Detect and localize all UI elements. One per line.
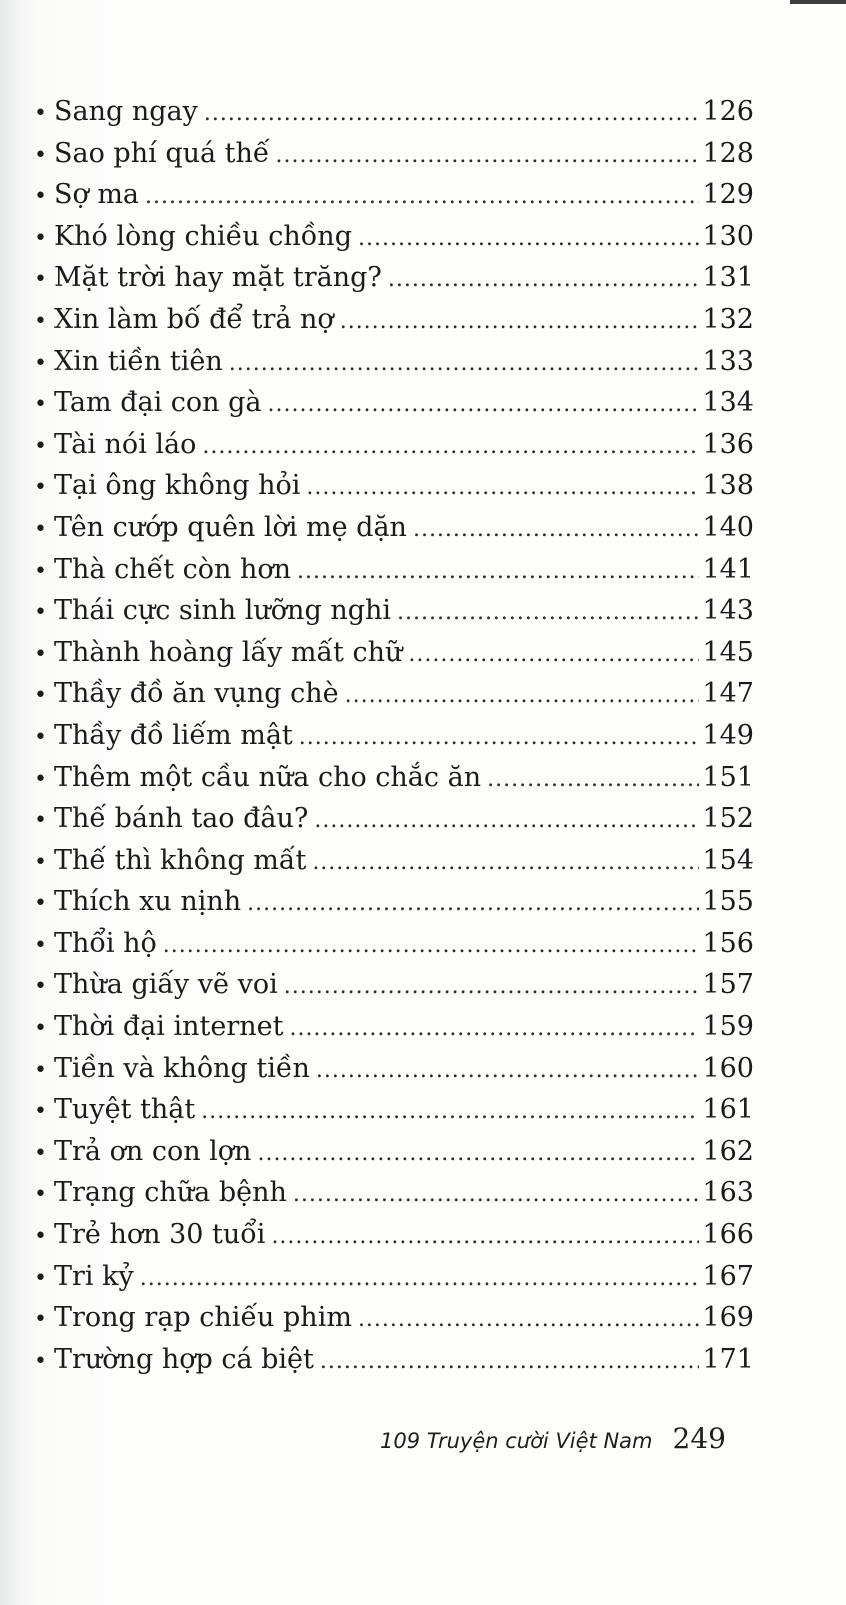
bullet-icon: • bbox=[34, 1307, 47, 1333]
bullet-icon: • bbox=[34, 1182, 47, 1208]
bullet-icon: • bbox=[34, 392, 47, 418]
dot-leader bbox=[229, 351, 700, 376]
toc-entry bbox=[34, 346, 754, 388]
bullet-icon: • bbox=[34, 475, 47, 501]
toc-entry-title: Trả ơn con lợn bbox=[54, 1135, 252, 1167]
toc-entry-title: Thầy đồ ăn vụng chè bbox=[54, 678, 339, 710]
dot-leader bbox=[487, 767, 699, 792]
toc-entry-page: 151 bbox=[702, 761, 754, 793]
dot-leader bbox=[271, 1224, 699, 1249]
dot-leader bbox=[299, 725, 700, 750]
toc-entry bbox=[34, 179, 754, 221]
toc-entry-page: 134 bbox=[702, 387, 754, 419]
bullet-icon: • bbox=[34, 101, 47, 126]
dot-leader bbox=[163, 933, 700, 958]
toc-entry-page: 126 bbox=[702, 96, 754, 127]
bullet-icon: • bbox=[34, 558, 47, 584]
toc-entry bbox=[34, 304, 754, 346]
bullet-icon: • bbox=[34, 1140, 47, 1166]
toc-entry-page: 155 bbox=[702, 886, 754, 918]
toc-entry-title: Trường hợp cá biệt bbox=[54, 1343, 314, 1375]
dot-leader bbox=[284, 974, 700, 999]
toc-entry-page: 132 bbox=[702, 303, 754, 335]
toc-entry-page: 154 bbox=[702, 844, 754, 876]
toc-entry-title: Khó lòng chiều chồng bbox=[54, 220, 352, 252]
toc-entry-page: 130 bbox=[702, 220, 754, 252]
dot-leader bbox=[314, 808, 699, 833]
book-title: 109 Truyện cười Việt Nam bbox=[380, 1429, 653, 1453]
toc-entry bbox=[34, 221, 754, 263]
dot-leader bbox=[202, 434, 699, 459]
toc-entry-title: Tuyệt thật bbox=[54, 1094, 196, 1126]
toc-entry-title: Tri kỷ bbox=[54, 1260, 134, 1292]
page-edge-shadow bbox=[790, 0, 846, 4]
bullet-icon: • bbox=[34, 350, 47, 376]
toc-entry bbox=[34, 96, 754, 138]
toc-entry-title: Thích xu nịnh bbox=[54, 886, 242, 918]
dot-leader bbox=[345, 683, 700, 708]
toc-entry-page: 136 bbox=[702, 428, 754, 460]
toc-entry-title: Trạng chữa bệnh bbox=[54, 1177, 287, 1209]
toc-entry-title: Tên cướp quên lời mẹ dặn bbox=[54, 511, 407, 543]
toc-entry-page: 128 bbox=[702, 137, 754, 169]
dot-leader bbox=[340, 309, 700, 334]
bullet-icon: • bbox=[34, 1016, 47, 1042]
toc-entry bbox=[34, 595, 754, 637]
toc-entry-page: 145 bbox=[702, 636, 754, 668]
toc-entry-page: 163 bbox=[702, 1177, 754, 1209]
dot-leader bbox=[358, 1307, 700, 1332]
bullet-icon: • bbox=[34, 849, 47, 875]
toc-entry-title: Thế bánh tao đâu? bbox=[54, 803, 309, 835]
toc-entry bbox=[34, 1261, 754, 1303]
toc-entry-title: Thêm một cầu nữa cho chắc ăn bbox=[54, 761, 482, 793]
toc-entry-title: Thành hoàng lấy mất chữ bbox=[54, 636, 403, 668]
toc-entry-title: Tại ông không hỏi bbox=[54, 470, 301, 502]
toc-entry bbox=[34, 928, 754, 970]
toc-entry-page: 140 bbox=[702, 511, 754, 543]
toc-entry bbox=[34, 1177, 754, 1219]
bullet-icon: • bbox=[34, 142, 47, 168]
toc-entry-page: 143 bbox=[702, 595, 754, 627]
toc-entry-page: 160 bbox=[702, 1052, 754, 1084]
dot-leader bbox=[316, 1058, 700, 1083]
toc-entry-page: 152 bbox=[702, 803, 754, 835]
toc-entry-title: Tài nói láo bbox=[54, 428, 197, 460]
bullet-icon: • bbox=[34, 808, 47, 834]
toc-entry-page: 147 bbox=[702, 678, 754, 710]
toc-entry-title: Trong rạp chiếu phim bbox=[54, 1302, 352, 1334]
toc-entry-title: Thầy đồ liếm mật bbox=[54, 719, 293, 751]
dot-leader bbox=[388, 267, 700, 292]
bullet-icon: • bbox=[34, 308, 47, 334]
toc-entry-title: Thời đại internet bbox=[54, 1011, 284, 1043]
bullet-icon: • bbox=[34, 1099, 47, 1125]
bullet-icon: • bbox=[34, 516, 47, 542]
toc-entry-page: 167 bbox=[702, 1260, 754, 1292]
toc-entry-page: 133 bbox=[702, 345, 754, 377]
bullet-icon: • bbox=[34, 974, 47, 1000]
toc-entry-title: Thừa giấy vẽ voi bbox=[54, 969, 278, 1001]
toc-entry-page: 141 bbox=[702, 553, 754, 585]
toc-entry-page: 157 bbox=[702, 969, 754, 1001]
dot-leader bbox=[320, 1349, 700, 1374]
toc-entry bbox=[34, 803, 754, 845]
dot-leader bbox=[140, 1266, 700, 1291]
toc-entry bbox=[34, 387, 754, 429]
toc-entry bbox=[34, 470, 754, 512]
dot-leader bbox=[293, 1182, 700, 1207]
toc-entry bbox=[34, 720, 754, 762]
toc-entry-title: Tiền và không tiền bbox=[54, 1052, 310, 1084]
toc-entry bbox=[34, 845, 754, 887]
toc-entry-page: 171 bbox=[702, 1343, 754, 1375]
bullet-icon: • bbox=[34, 433, 47, 459]
toc-entry bbox=[34, 429, 754, 471]
toc-entry bbox=[34, 762, 754, 804]
dot-leader bbox=[358, 226, 699, 251]
toc-entry-page: 138 bbox=[702, 470, 754, 502]
bullet-icon: • bbox=[34, 683, 47, 709]
toc-entry bbox=[34, 1344, 754, 1386]
dot-leader bbox=[276, 143, 700, 168]
toc-entry-page: 162 bbox=[702, 1135, 754, 1167]
toc-entry bbox=[34, 512, 754, 554]
dot-leader bbox=[312, 850, 699, 875]
toc-entry-title: Xin tiền tiên bbox=[54, 345, 223, 377]
bullet-icon: • bbox=[34, 225, 47, 251]
toc-entry-title: Sợ ma bbox=[54, 179, 140, 211]
dot-leader bbox=[145, 184, 699, 209]
dot-leader bbox=[268, 392, 700, 417]
toc-entry-title: Thế thì không mất bbox=[54, 844, 307, 876]
bullet-icon: • bbox=[34, 600, 47, 626]
dot-leader bbox=[408, 642, 699, 667]
bullet-icon: • bbox=[34, 1348, 47, 1374]
toc-entry bbox=[34, 1094, 754, 1136]
toc-entry-title: Sao phí quá thế bbox=[54, 137, 270, 169]
toc-entry bbox=[34, 554, 754, 596]
toc-entry bbox=[34, 637, 754, 679]
toc-entry bbox=[34, 1011, 754, 1053]
bullet-icon: • bbox=[34, 932, 47, 958]
toc-entry-page: 129 bbox=[702, 179, 754, 211]
toc-entry-title: Tam đại con gà bbox=[54, 387, 262, 419]
toc-entry-page: 161 bbox=[702, 1094, 754, 1126]
dot-leader bbox=[306, 475, 699, 500]
bullet-icon: • bbox=[34, 1265, 47, 1291]
toc-entry-page: 131 bbox=[702, 262, 754, 294]
bullet-icon: • bbox=[34, 1224, 47, 1250]
toc-entry bbox=[34, 969, 754, 1011]
dot-leader bbox=[247, 891, 699, 916]
bullet-icon: • bbox=[34, 1057, 47, 1083]
toc-entry-page: 156 bbox=[702, 927, 754, 959]
dot-leader bbox=[201, 1099, 699, 1124]
toc-entry-title: Thà chết còn hơn bbox=[54, 553, 292, 585]
page-number: 249 bbox=[672, 1422, 726, 1455]
bullet-icon: • bbox=[34, 641, 47, 667]
bullet-icon: • bbox=[34, 267, 47, 293]
toc-entry-page: 149 bbox=[702, 719, 754, 751]
dot-leader bbox=[297, 559, 699, 584]
toc-entry-title: Thái cực sinh lưỡng nghi bbox=[54, 595, 392, 627]
toc-entry-page: 169 bbox=[702, 1302, 754, 1334]
dot-leader bbox=[289, 1016, 699, 1041]
page-footer bbox=[380, 1422, 740, 1466]
bullet-icon: • bbox=[34, 766, 47, 792]
toc-entry bbox=[34, 886, 754, 928]
bullet-icon: • bbox=[34, 724, 47, 750]
dot-leader bbox=[204, 101, 700, 126]
bullet-icon: • bbox=[34, 184, 47, 210]
toc-entry-title: Thổi hộ bbox=[54, 927, 157, 959]
toc-entry bbox=[34, 1053, 754, 1095]
dot-leader bbox=[413, 517, 700, 542]
toc-entry-page: 159 bbox=[702, 1011, 754, 1043]
dot-leader bbox=[397, 600, 699, 625]
table-of-contents bbox=[34, 96, 754, 1385]
toc-entry bbox=[34, 678, 754, 720]
toc-entry-page: 166 bbox=[702, 1219, 754, 1251]
toc-entry bbox=[34, 1219, 754, 1261]
toc-entry-title: Trẻ hơn 30 tuổi bbox=[54, 1219, 266, 1251]
toc-entry-title: Mặt trời hay mặt trăng? bbox=[54, 262, 382, 294]
toc-entry bbox=[34, 1136, 754, 1178]
toc-entry-title: Xin làm bố để trả nợ bbox=[54, 303, 334, 335]
toc-entry bbox=[34, 138, 754, 180]
toc-entry bbox=[34, 1302, 754, 1344]
toc-entry-title: Sang ngay bbox=[54, 96, 198, 127]
bullet-icon: • bbox=[34, 891, 47, 917]
toc-entry bbox=[34, 262, 754, 304]
dot-leader bbox=[257, 1141, 699, 1166]
